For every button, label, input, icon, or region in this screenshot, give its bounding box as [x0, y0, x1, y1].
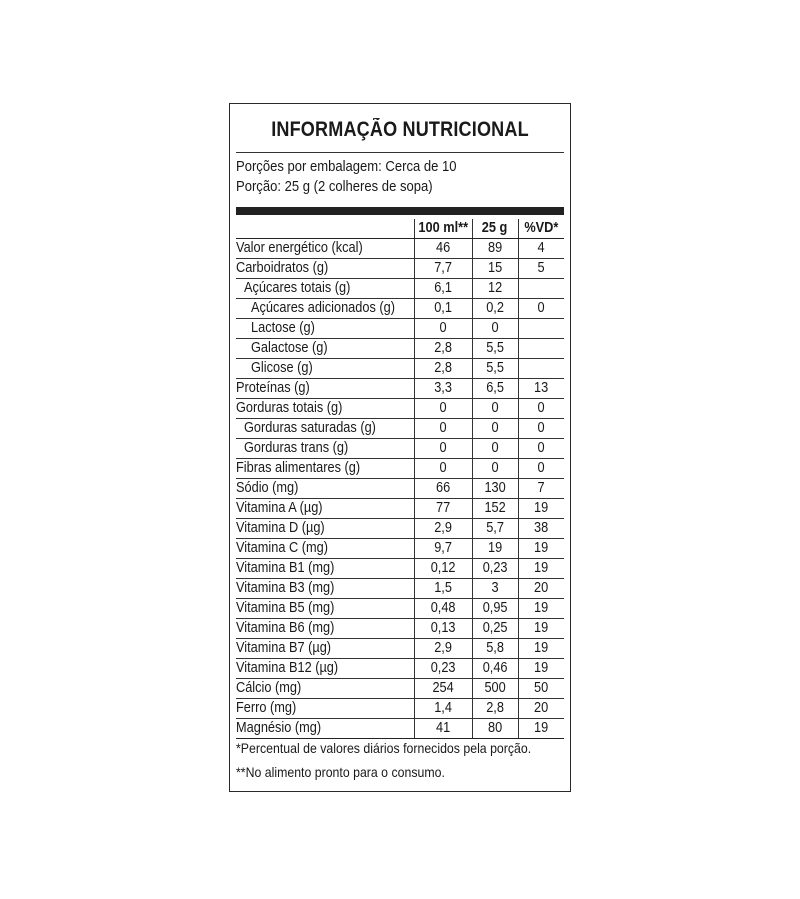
nutrient-rows: [236, 239, 564, 739]
value-per-serving: 0: [472, 419, 518, 439]
value-per-100ml: 6,1: [414, 279, 472, 299]
nutrient-label: Lactose (g): [236, 319, 414, 339]
servings-per-package: Porções por embalagem: Cerca de 10: [236, 159, 457, 175]
value-per-100ml: 0: [414, 459, 472, 479]
nutrient-label: Vitamina B7 (µg): [236, 639, 414, 659]
value-per-serving: 15: [472, 259, 518, 279]
table-row: [236, 719, 564, 739]
table-row: [236, 539, 564, 559]
value-per-100ml: 0,48: [414, 599, 472, 619]
value-per-serving: 0,23: [472, 559, 518, 579]
nutrient-label: Magnésio (mg): [236, 719, 414, 739]
value-daily-percent: 19: [518, 499, 564, 519]
value-daily-percent: 19: [518, 539, 564, 559]
table-row: [236, 699, 564, 719]
value-per-100ml: 0: [414, 439, 472, 459]
table-row: [236, 559, 564, 579]
table-row: [236, 679, 564, 699]
value-daily-percent: 4: [518, 239, 564, 259]
header-nutrient: [236, 219, 414, 239]
value-per-100ml: 0,12: [414, 559, 472, 579]
value-per-serving: 5,8: [472, 639, 518, 659]
value-daily-percent: 19: [518, 559, 564, 579]
value-per-serving: 152: [472, 499, 518, 519]
value-per-100ml: 41: [414, 719, 472, 739]
value-daily-percent: 20: [518, 579, 564, 599]
nutrient-label: Galactose (g): [236, 339, 414, 359]
nutrient-label: Vitamina B12 (µg): [236, 659, 414, 679]
nutrient-label: Vitamina B5 (mg): [236, 599, 414, 619]
header-bar: [236, 207, 564, 215]
value-per-serving: 89: [472, 239, 518, 259]
serving-size: Porção: 25 g (2 colheres de sopa): [236, 179, 433, 195]
value-daily-percent: 0: [518, 299, 564, 319]
value-per-100ml: 46: [414, 239, 472, 259]
value-per-100ml: 2,9: [414, 519, 472, 539]
value-daily-percent: [518, 319, 564, 339]
nutrient-label: Proteínas (g): [236, 379, 414, 399]
value-per-100ml: 254: [414, 679, 472, 699]
nutrient-label: Açúcares totais (g): [236, 279, 414, 299]
nutrient-label: Gorduras totais (g): [236, 399, 414, 419]
value-per-serving: 0: [472, 439, 518, 459]
nutrient-label: Glicose (g): [236, 359, 414, 379]
nutrient-label: Vitamina D (µg): [236, 519, 414, 539]
value-daily-percent: 13: [518, 379, 564, 399]
nutrient-label: Vitamina B6 (mg): [236, 619, 414, 639]
value-daily-percent: 5: [518, 259, 564, 279]
value-per-serving: 6,5: [472, 379, 518, 399]
value-daily-percent: 7: [518, 479, 564, 499]
value-per-serving: 500: [472, 679, 518, 699]
value-per-100ml: 0,23: [414, 659, 472, 679]
table-row: [236, 359, 564, 379]
value-per-serving: 5,5: [472, 339, 518, 359]
value-per-serving: 19: [472, 539, 518, 559]
panel-title: INFORMAÇÃO NUTRICIONAL: [271, 118, 529, 141]
value-per-serving: 0,46: [472, 659, 518, 679]
value-per-serving: 2,8: [472, 699, 518, 719]
table-row: [236, 299, 564, 319]
footnote-ready-to-eat: **No alimento pronto para o consumo.: [236, 764, 445, 780]
value-per-100ml: 1,5: [414, 579, 472, 599]
table-row: [236, 239, 564, 259]
value-per-100ml: 9,7: [414, 539, 472, 559]
value-daily-percent: [518, 279, 564, 299]
value-per-100ml: 3,3: [414, 379, 472, 399]
table-header-row: [236, 219, 564, 239]
table-row: [236, 419, 564, 439]
value-daily-percent: 19: [518, 639, 564, 659]
value-per-serving: 0: [472, 399, 518, 419]
table-row: [236, 459, 564, 479]
title-divider: [236, 152, 564, 153]
value-daily-percent: 50: [518, 679, 564, 699]
value-per-serving: 0,2: [472, 299, 518, 319]
header-daily-value: %VD*: [518, 219, 564, 239]
nutrient-label: Sódio (mg): [236, 479, 414, 499]
table-row: [236, 639, 564, 659]
table-row: [236, 259, 564, 279]
value-daily-percent: [518, 359, 564, 379]
value-daily-percent: 20: [518, 699, 564, 719]
value-per-100ml: 1,4: [414, 699, 472, 719]
value-per-serving: 0: [472, 319, 518, 339]
table-row: [236, 319, 564, 339]
nutrient-label: Gorduras trans (g): [236, 439, 414, 459]
value-per-serving: 0,25: [472, 619, 518, 639]
value-per-serving: 3: [472, 579, 518, 599]
table-row: [236, 479, 564, 499]
nutrient-label: Vitamina B1 (mg): [236, 559, 414, 579]
value-daily-percent: [518, 339, 564, 359]
nutrient-label: Cálcio (mg): [236, 679, 414, 699]
value-daily-percent: 0: [518, 399, 564, 419]
table-row: [236, 399, 564, 419]
nutrient-label: Vitamina B3 (mg): [236, 579, 414, 599]
table-row: [236, 579, 564, 599]
value-daily-percent: 0: [518, 459, 564, 479]
value-daily-percent: 19: [518, 659, 564, 679]
value-daily-percent: 38: [518, 519, 564, 539]
nutrient-table: [236, 219, 564, 739]
value-per-serving: 0: [472, 459, 518, 479]
footnote-daily-value: *Percentual de valores diários fornecidos pela porção.: [236, 740, 532, 756]
value-per-100ml: 2,9: [414, 639, 472, 659]
value-per-100ml: 0: [414, 399, 472, 419]
table-row: [236, 519, 564, 539]
table-row: [236, 279, 564, 299]
nutrient-label: Fibras alimentares (g): [236, 459, 414, 479]
value-daily-percent: 19: [518, 619, 564, 639]
table-row: [236, 659, 564, 679]
value-per-serving: 12: [472, 279, 518, 299]
header-per-serving: 25 g: [472, 219, 518, 239]
value-per-serving: 5,5: [472, 359, 518, 379]
table-row: [236, 599, 564, 619]
value-per-100ml: 2,8: [414, 359, 472, 379]
nutrition-facts-panel: [229, 103, 571, 792]
nutrient-label: Valor energético (kcal): [236, 239, 414, 259]
value-per-100ml: 66: [414, 479, 472, 499]
value-per-100ml: 2,8: [414, 339, 472, 359]
value-daily-percent: 19: [518, 599, 564, 619]
value-daily-percent: 0: [518, 439, 564, 459]
nutrient-label: Açúcares adicionados (g): [236, 299, 414, 319]
table-row: [236, 439, 564, 459]
table-row: [236, 619, 564, 639]
nutrient-label: Gorduras saturadas (g): [236, 419, 414, 439]
value-per-100ml: 7,7: [414, 259, 472, 279]
value-per-100ml: 0: [414, 419, 472, 439]
value-per-100ml: 77: [414, 499, 472, 519]
value-per-100ml: 0,13: [414, 619, 472, 639]
table-row: [236, 499, 564, 519]
nutrient-label: Ferro (mg): [236, 699, 414, 719]
value-daily-percent: 0: [518, 419, 564, 439]
value-daily-percent: 19: [518, 719, 564, 739]
value-per-100ml: 0: [414, 319, 472, 339]
nutrient-label: Carboidratos (g): [236, 259, 414, 279]
nutrient-label: Vitamina A (µg): [236, 499, 414, 519]
header-per-100ml: 100 ml**: [414, 219, 472, 239]
value-per-serving: 5,7: [472, 519, 518, 539]
value-per-serving: 130: [472, 479, 518, 499]
value-per-100ml: 0,1: [414, 299, 472, 319]
table-row: [236, 379, 564, 399]
value-per-serving: 0,95: [472, 599, 518, 619]
value-per-serving: 80: [472, 719, 518, 739]
table-row: [236, 339, 564, 359]
nutrient-label: Vitamina C (mg): [236, 539, 414, 559]
